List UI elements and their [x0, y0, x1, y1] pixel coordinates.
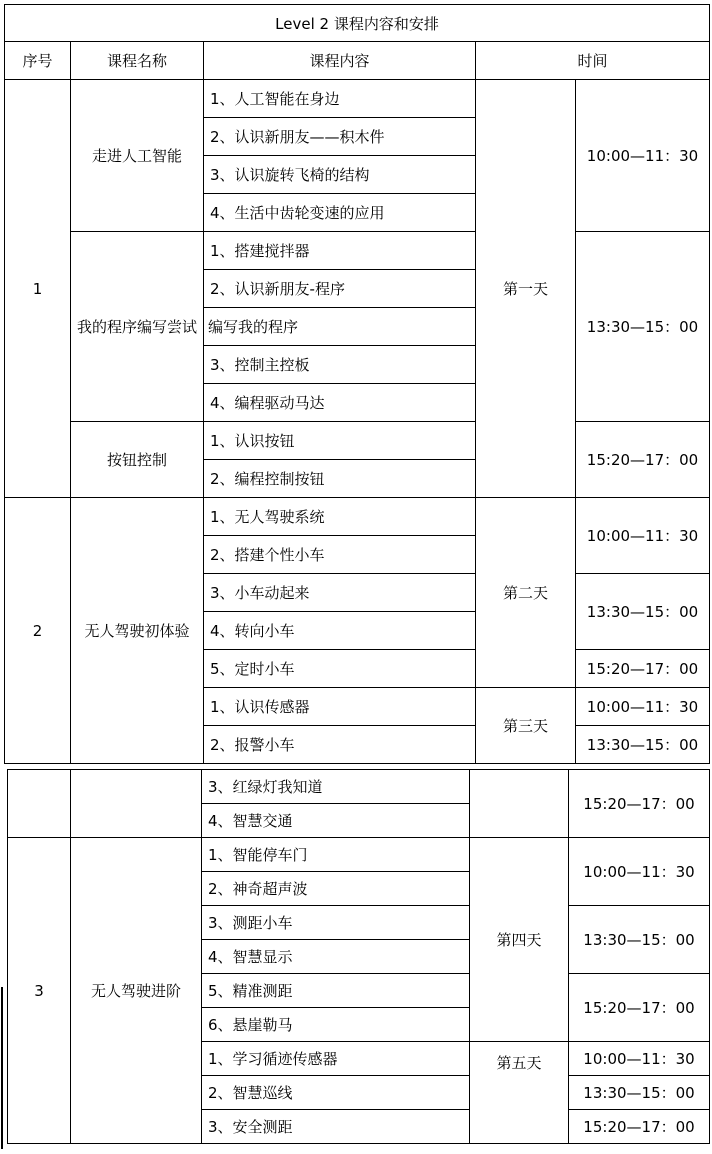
schedule-table-top — [4, 4, 710, 764]
content-cell: 1、人工智能在身边 — [204, 80, 476, 118]
content-cell: 4、转向小车 — [204, 612, 476, 650]
schedule-table-bottom — [7, 769, 710, 1144]
content-cell: 1、智能停车门 — [202, 838, 470, 872]
time-cell: 10:00—11：30 — [576, 80, 710, 232]
content-cell: 2、神奇超声波 — [202, 872, 470, 906]
time-cell: 15:20—17：00 — [569, 1110, 710, 1144]
time-cell: 13:30—15：00 — [576, 726, 710, 764]
seq-cell: 1 — [5, 80, 71, 498]
time-cell: 15:20—17：00 — [569, 770, 710, 838]
content-cell: 6、悬崖勒马 — [202, 1008, 470, 1042]
time-cell: 13:30—15：00 — [569, 1076, 710, 1110]
course-name-cell: 无人驾驶进阶 — [71, 838, 202, 1144]
content-cell: 4、编程驱动马达 — [204, 384, 476, 422]
course-name-cell: 走进人工智能 — [71, 80, 204, 232]
header-seq: 序号 — [5, 42, 71, 80]
content-cell: 1、搭建搅拌器 — [204, 232, 476, 270]
time-cell: 10:00—11：30 — [569, 838, 710, 906]
content-cell: 3、测距小车 — [202, 906, 470, 940]
seq-cell: 2 — [5, 498, 71, 764]
day-cell: 第一天 — [476, 80, 576, 498]
content-cell: 2、智慧巡线 — [202, 1076, 470, 1110]
content-cell: 2、报警小车 — [204, 726, 476, 764]
content-cell: 4、智慧交通 — [202, 804, 470, 838]
seq-cell: 3 — [8, 838, 71, 1144]
content-cell: 3、小车动起来 — [204, 574, 476, 612]
content-cell: 3、控制主控板 — [204, 346, 476, 384]
day-cell: 第四天 — [470, 838, 569, 1042]
time-cell: 13:30—15：00 — [576, 574, 710, 650]
header-course-content: 课程内容 — [204, 42, 476, 80]
time-cell: 15:20—17：00 — [576, 650, 710, 688]
day-cell: 第三天 — [476, 688, 576, 764]
header-time: 时间 — [476, 42, 710, 80]
time-cell: 15:20—17：00 — [576, 422, 710, 498]
course-name-cell: 按钮控制 — [71, 422, 204, 498]
content-cell: 1、学习循迹传感器 — [202, 1042, 470, 1076]
day-cell: 第二天 — [476, 498, 576, 688]
page-edge-line — [1, 987, 3, 1149]
seq-cell-empty — [8, 770, 71, 838]
content-cell: 2、编程控制按钮 — [204, 460, 476, 498]
content-cell: 1、无人驾驶系统 — [204, 498, 476, 536]
content-cell: 5、定时小车 — [204, 650, 476, 688]
content-cell: 4、生活中齿轮变速的应用 — [204, 194, 476, 232]
time-cell: 13:30—15：00 — [569, 906, 710, 974]
table-title: Level 2 课程内容和安排 — [5, 5, 710, 42]
content-cell: 3、认识旋转飞椅的结构 — [204, 156, 476, 194]
time-cell: 15:20—17：00 — [569, 974, 710, 1042]
time-cell: 10:00—11：30 — [576, 688, 710, 726]
time-cell: 13:30—15：00 — [576, 232, 710, 422]
day-cell-empty — [470, 770, 569, 838]
content-cell: 2、认识新朋友——积木件 — [204, 118, 476, 156]
content-cell: 1、认识按钮 — [204, 422, 476, 460]
content-cell: 4、智慧显示 — [202, 940, 470, 974]
course-name-cell: 我的程序编写尝试 — [71, 232, 204, 422]
time-cell: 10:00—11：30 — [576, 498, 710, 574]
course-name-cell: 无人驾驶初体验 — [71, 498, 204, 764]
content-cell: 编写我的程序 — [204, 308, 476, 346]
course-name-cell-empty — [71, 770, 202, 838]
content-cell: 2、搭建个性小车 — [204, 536, 476, 574]
time-cell: 10:00—11：30 — [569, 1042, 710, 1076]
content-cell: 3、红绿灯我知道 — [202, 770, 470, 804]
content-cell: 1、认识传感器 — [204, 688, 476, 726]
content-cell: 5、精准测距 — [202, 974, 470, 1008]
day-cell: 第五天 — [470, 1042, 569, 1144]
content-cell: 2、认识新朋友-程序 — [204, 270, 476, 308]
header-course-name: 课程名称 — [71, 42, 204, 80]
content-cell: 3、安全测距 — [202, 1110, 470, 1144]
